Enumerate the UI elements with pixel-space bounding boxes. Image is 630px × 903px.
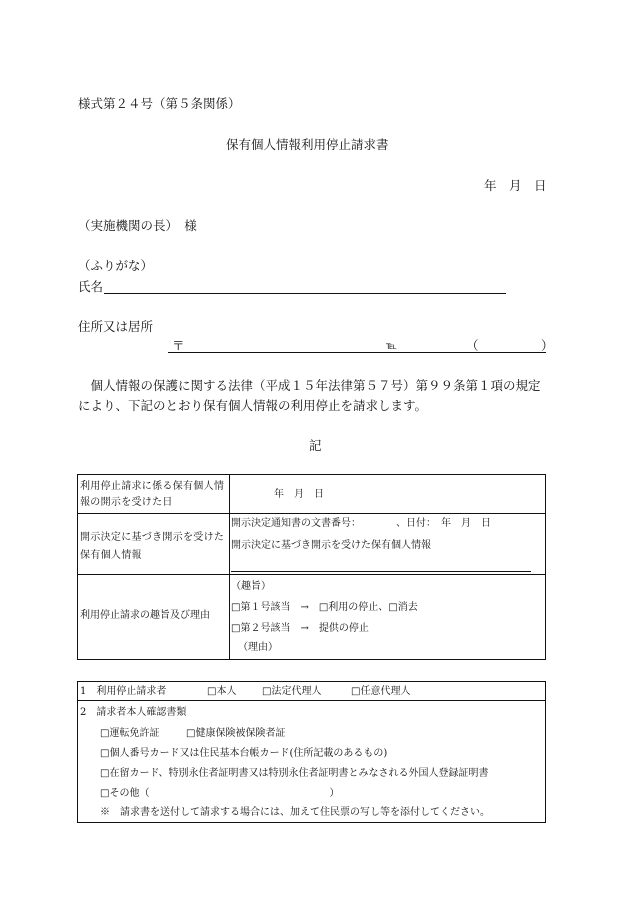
table1-row-sep-1 bbox=[77, 513, 546, 514]
id-docs-label: 2 請求者本人確認書類 bbox=[80, 707, 187, 718]
form-number: 様式第２４号（第５条関係） bbox=[78, 96, 241, 111]
date-line: 年 月 日 bbox=[484, 178, 547, 193]
request-paragraph: 個人情報の保護に関する法律（平成１５年法律第５７号）第９９条第１項の規定により、下記のとおり保有個人情報の利用停止を請求します。 bbox=[78, 378, 541, 413]
postal-mark: 〒 bbox=[172, 338, 185, 353]
tel-mark: ℡ bbox=[386, 341, 397, 352]
row3-item2-option[interactable]: □第２号該当 → 提供の停止 bbox=[231, 623, 369, 634]
row2-info-line: 開示決定に基づき開示を受けた保有個人情報 bbox=[231, 540, 431, 551]
tel-paren: （ ） bbox=[466, 338, 554, 353]
name-label: 氏名 bbox=[78, 279, 104, 294]
address-field-line[interactable] bbox=[168, 352, 546, 353]
table2-row-sep bbox=[77, 700, 546, 701]
requester-self-checkbox[interactable]: □本人 bbox=[207, 686, 237, 697]
doc-residence-checkbox[interactable]: □在留カード、特別永住者証明書又は特別永住者証明書とみなされる外国人登録証明書 bbox=[100, 768, 489, 779]
ki-heading: 記 bbox=[309, 438, 322, 453]
row1-label: 利用停止請求に係る保有個人情報の開示を受けた日 bbox=[80, 481, 225, 508]
requester-label: 1 利用停止請求者 bbox=[80, 686, 167, 697]
row3-item1-option[interactable]: □第１号該当 → □利用の停止、□消去 bbox=[231, 602, 418, 613]
row2-doc-number-line: 開示決定通知書の文書番号： 、日付： 年 月 日 bbox=[231, 518, 491, 529]
row1-value: 年 月 日 bbox=[274, 489, 324, 500]
table1-divider bbox=[229, 474, 230, 660]
address-label: 住所又は居所 bbox=[78, 319, 154, 334]
table1-row-sep-2 bbox=[77, 574, 546, 575]
row3-label: 利用停止請求の趣旨及び理由 bbox=[80, 610, 210, 621]
requester-legal-rep-checkbox[interactable]: □法定代理人 bbox=[262, 686, 322, 697]
row2-info-field-line[interactable] bbox=[231, 571, 531, 572]
requester-agent-checkbox[interactable]: □任意代理人 bbox=[351, 686, 411, 697]
doc-license-checkbox[interactable]: □運転免許証 bbox=[100, 728, 160, 739]
row3-reason-heading: （理由） bbox=[238, 642, 278, 653]
doc-insurance-checkbox[interactable]: □健康保険被保険者証 bbox=[186, 728, 286, 739]
row3-purpose-heading: （趣旨） bbox=[231, 581, 271, 592]
doc-other-checkbox[interactable]: □その他（ ） bbox=[100, 788, 340, 799]
page-title: 保有個人情報利用停止請求書 bbox=[226, 137, 389, 152]
addressee: （実施機関の長） 様 bbox=[78, 218, 197, 233]
row2-label: 開示決定に基づき開示を受けた保有個人情報 bbox=[80, 532, 225, 561]
doc-mynumber-checkbox[interactable]: □個人番号カード又は住民基本台帳カード(住所記載のあるもの) bbox=[100, 748, 388, 759]
furigana-label: （ふりがな） bbox=[78, 258, 154, 273]
name-field-line[interactable] bbox=[104, 293, 506, 294]
mail-note: ※ 請求書を送付して請求する場合には、加えて住民票の写し等を添付してください。 bbox=[100, 807, 490, 818]
